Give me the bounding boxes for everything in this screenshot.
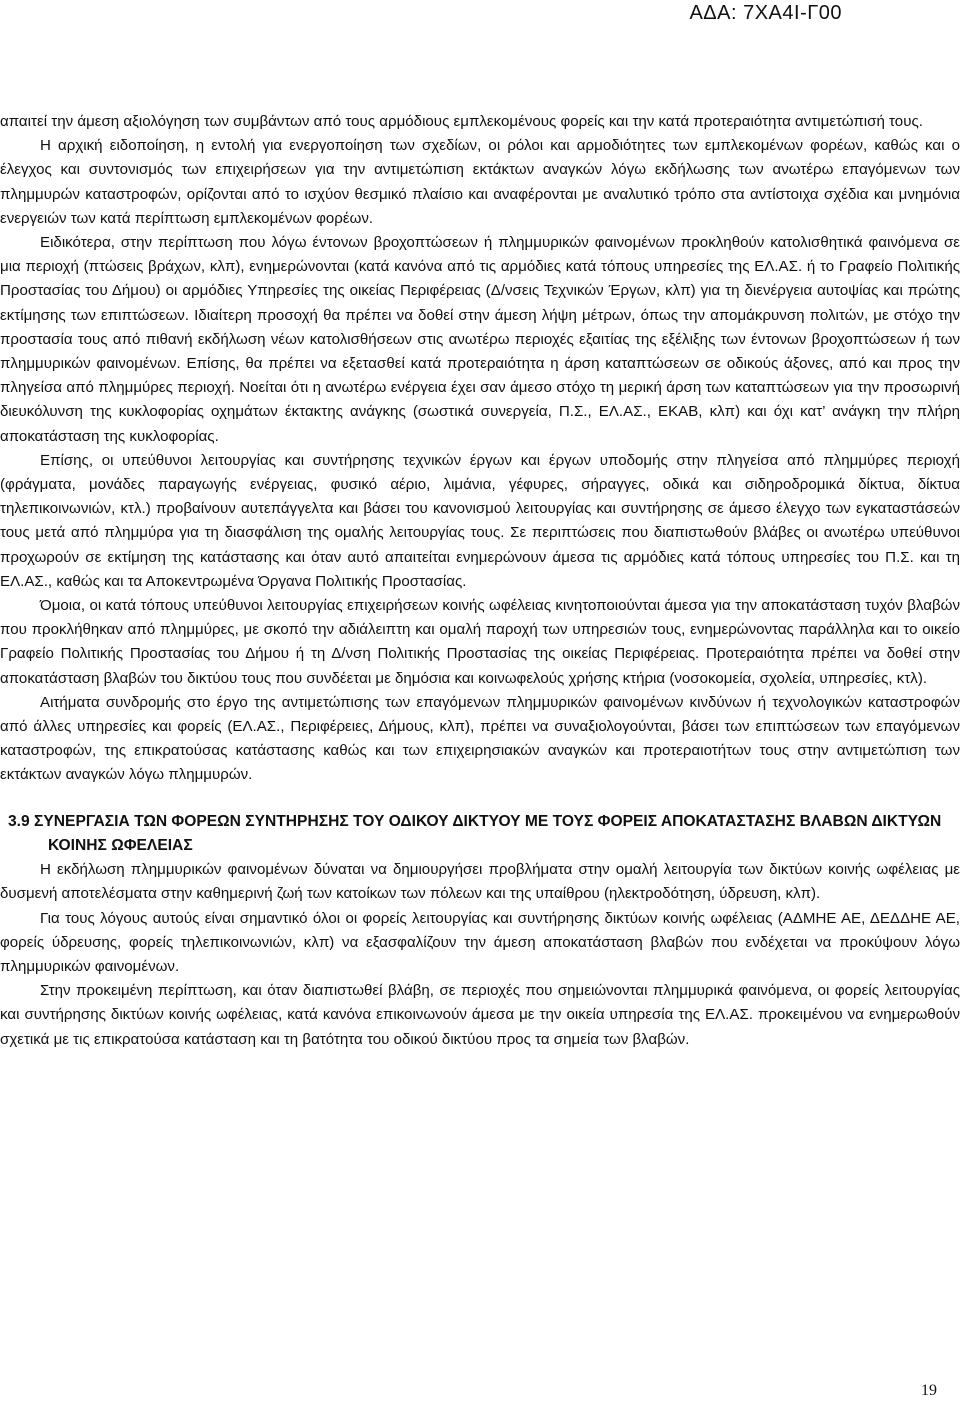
paragraph: Η αρχική ειδοποίηση, η εντολή για ενεργοποίηση των σχεδίων, οι ρόλοι και αρμοδιότητες των εμπλεκομένων φορέων, καθώς και ο έλεγχος και συντονισμός των επιχειρήσεων για την αντιμετώπιση εκτάκτων αναγκών λόγω εκδήλωσης των ανωτέρω επαγόμενων των πλημμυρών καταστροφών, ορίζονται από το ισχύον θεσμικό πλαίσιο και αναφέρονται με αναλυτικό τρόπο στα αντίστοιχα σχέδια και μνημόνια ενεργειών των κατά περίπτωση εμπλεκομένων φορέων. [0,137,960,227]
section-title: ΣΥΝΕΡΓΑΣΙΑ ΤΩΝ ΦΟΡΕΩΝ ΣΥΝΤΗΡΗΣΗΣ ΤΟΥ ΟΔΙΚΟΥ ΔΙΚΤΥΟΥ ΜΕ ΤΟΥΣ ΦΟΡΕΙΣ ΑΠΟΚΑΤΑΣΤΑΣΗΣ ΒΛΑΒΩΝ ΔΙΚΤΥΩΝ ΚΟΙΝΗΣ ΩΦΕΛΕΙΑΣ [34,812,942,854]
document-body [0,110,960,1052]
paragraph: Επίσης, οι υπεύθυνοι λειτουργίας και συντήρησης τεχνικών έργων και έργων υποδομής στην πληγείσα από πλημμύρες περιοχή (φράγματα, μονάδες παραγωγής ενέργειας, φυσικό αέριο, λιμάνια, γέφυρες, σήραγγες, οδικά και σιδηροδρομικά δίκτυα, δίκτυα τηλεπικοινωνιών, κτλ.) προβαίνουν αυτεπάγγελτα και βάσει του κανονισμού λειτουργίας και συντήρησης σε άμεσο έλεγχο των εγκαταστάσεών τους μετά από πλημμύρα για τη διασφάλιση της ομαλής λειτουργίας τους. Σε περιπτώσεις που διαπιστωθούν βλάβες οι ανωτέρω υπεύθυνοι προχωρούν σε εκτίμηση της κατάστασης και όταν αυτό απαιτείται ενημερώνουν άμεσα τις αρμόδιες κατά τόπους υπηρεσίες του Π.Σ. και τη ΕΛ.ΑΣ., καθώς και τα Αποκεντρωμένα Όργανα Πολιτικής Προστασίας. [0,451,960,590]
paragraph: Η εκδήλωση πλημμυρικών φαινομένων δύναται να δημιουργήσει προβλήματα στην ομαλή λειτουργία των δικτύων κοινής ωφέλειας με δυσμενή αποτελέσματα στην καθημερινή ζωή των κατοίκων των πόλεων και της υπαίθρου (ηλεκτροδότηση, ύδρευση, κλπ). [0,861,960,903]
page-number: 19 [921,1382,937,1399]
section-heading [0,810,960,858]
paragraph: Για τους λόγους αυτούς είναι σημαντικό όλοι οι φορείς λειτουργίας και συντήρησης δικτύων κοινής ωφέλειας (ΑΔΜΗΕ ΑΕ, ΔΕΔΔΗΕ ΑΕ, φορείς ύδρευσης, φορείς τηλεπικοινωνιών, κλπ) να εξασφαλίζουν την άμεση αποκατάσταση βλαβών που ενδέχεται να προκύψουν λόγω πλημμυρικών φαινομένων. [0,909,960,975]
section-number: 3.9 [8,812,30,830]
paragraph: Όμοια, οι κατά τόπους υπεύθυνοι λειτουργίας επιχειρήσεων κοινής ωφέλειας κινητοποιούνται άμεσα για την αποκατάσταση τυχόν βλαβών που προκλήθηκαν από πλημμύρες, με σκοπό την αδιάλειπτη και ομαλή παροχή των υπηρεσιών τους, ενημερώνοντας παράλληλα και το οικείο Γραφείο Πολιτικής Προστασίας του Δήμου ή τη Δ/νση Πολιτικής Προστασίας της οικείας Περιφέρειας. Προτεραιότητα πρέπει να δοθεί στην αποκατάσταση βλαβών του δικτύου τους που συνδέεται με δημόσια και κοινωφελούς χρήσης κτήρια (νοσοκομεία, σχολεία, υπηρεσίες, κτλ). [0,597,960,687]
document-id-header: ΑΔΑ: 7ΧΑ4Ι-Γ00 [689,2,842,24]
paragraph: Αιτήματα συνδρομής στο έργο της αντιμετώπισης των επαγόμενων πλημμυρικών φαινομένων κινδύνων ή τεχνολογικών καταστροφών από άλλες υπηρεσίες και φορείς (ΕΛ.ΑΣ., Περιφέρειες, Δήμους, κλπ), πρέπει να συναξιολογούνται, βάσει των επιπτώσεων των επαγόμενων καταστροφών, της επικρατούσας κατάστασης καθώς και των επιχειρησιακών αναγκών και προτεραιοτήτων τους στην αντιμετώπιση των εκτάκτων αναγκών λόγω πλημμυρών. [0,693,960,784]
paragraph: Στην προκειμένη περίπτωση, και όταν διαπιστωθεί βλάβη, σε περιοχές που σημειώνονται πλημμυρικά φαινόμενα, οι φορείς λειτουργίας και συντήρησης δικτύων κοινής ωφέλειας, κατά κανόνα επικοινωνούν άμεσα με την οικεία υπηρεσία της ΕΛ.ΑΣ. προκειμένου να ενημερωθούν σχετικά με τις επικρατούσα κατάσταση και τη βατότητα του οδικού δικτύου προς τα σημεία των βλαβών. [0,982,960,1048]
paragraph: Ειδικότερα, στην περίπτωση που λόγω έντονων βροχοπτώσεων ή πλημμυρικών φαινομένων προκληθούν κατολισθητικά φαινόμενα σε μια περιοχή (πτώσεις βράχων, κλπ), ενημερώνονται (κατά κανόνα από τις αρμόδιες κατά τόπους υπηρεσίες της ΕΛ.ΑΣ. ή το Γραφείο Πολιτικής Προστασίας του Δήμου) οι αρμόδιες Υπηρεσίες της οικείας Περιφέρειας (Δ/νσεις Τεχνικών Έργων, κλπ) για τη διενέργεια αυτοψίας και πρώτης εκτίμησης των επιπτώσεων. Ιδιαίτερη προσοχή θα πρέπει να δοθεί στην άμεση λήψη μέτρων, όπως την απομάκρυνση πολιτών, με στόχο την προστασία τους από πιθανή εκδήλωση νέων κατολισθήσεων στις ανωτέρω περιοχές εξαιτίας της εξέλιξης των έντονων βροχοπτώσεων ή των πλημμυρικών φαινομένων. Επίσης, θα πρέπει να εξετασθεί κατά προτεραιότητα η άρση καταπτώσεων σε οδικούς άξονες, από και προς την πληγείσα από πλημμύρες περιοχή. Νοείται ότι η ανωτέρω ενέργεια έχει σαν άμεσο στόχο τη μερική άρση των καταπτώσεων για την προσωρινή διευκόλυνση της κυκλοφορίας οχημάτων έκτακτης ανάγκης (σωστικά συνεργεία, Π.Σ., ΕΛ.ΑΣ., ΕΚΑΒ, κλπ) και όχι κατ’ ανάγκη την πλήρη αποκατάσταση της κυκλοφορίας. [0,234,960,445]
paragraph: απαιτεί την άμεση αξιολόγηση των συμβάντων από τους αρμόδιους εμπλεκομένους φορείς και την κατά προτεραιότητα αντιμετώπισή τους. [0,113,923,130]
